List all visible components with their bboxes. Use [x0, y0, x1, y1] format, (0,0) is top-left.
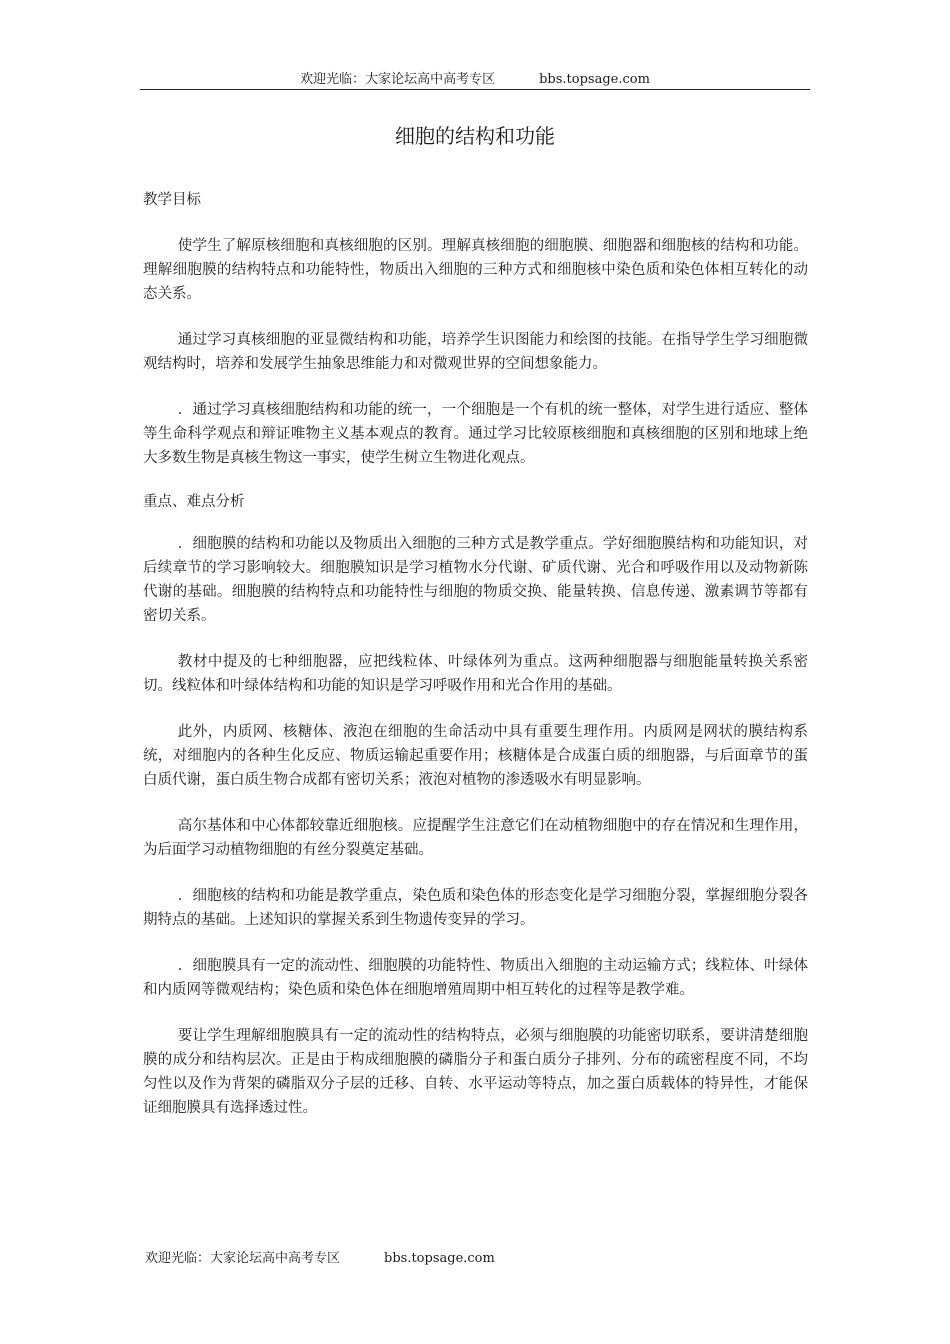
paragraph: 通过学习真核细胞的亚显微结构和功能，培养学生识图能力和绘图的技能。在指导学生学习细胞微观结构时，培养和发展学生抽象思维能力和对微观世界的空间想象能力。 — [143, 332, 808, 372]
footer-site-link[interactable]: bbs.topsage.com — [384, 1251, 495, 1266]
footer-welcome-text: 欢迎光临：大家论坛高中高考专区 — [145, 1251, 341, 1266]
paragraph: ．细胞膜的结构和功能以及物质出入细胞的三种方式是教学重点。学好细胞膜结构和功能知识，对后续章节的学习影响较大。细胞膜知识是学习植物水分代谢、矿质代谢、光合和呼吸作用以及动物新陈代谢的基础。细胞膜的结构特点和功能特性与细胞的物质交换、能量转换、信息传递、激素调节等都有密切关系。 — [143, 536, 808, 624]
paragraph: 此外，内质网、核糖体、液泡在细胞的生命活动中具有重要生理作用。内质网是网状的膜结构系统，对细胞内的各种生化反应、物质运输起重要作用；核糖体是合成蛋白质的细胞器，与后面章节的蛋白质代谢，蛋白质生物合成都有密切关系；液泡对植物的渗透吸水有明显影响。 — [143, 724, 808, 788]
paragraph: 使学生了解原核细胞和真核细胞的区别。理解真核细胞的细胞膜、细胞器和细胞核的结构和功能。理解细胞膜的结构特点和功能特性，物质出入细胞的三种方式和细胞核中染色质和染色体相互转化的动态关系。 — [143, 238, 808, 302]
document-body — [143, 190, 808, 1120]
paragraph: 教材中提及的七种细胞器，应把线粒体、叶绿体列为重点。这两种细胞器与细胞能量转换关系密切。线粒体和叶绿体结构和功能的知识是学习呼吸作用和光合作用的基础。 — [143, 654, 808, 694]
paragraph: ．细胞膜具有一定的流动性、细胞膜的功能特性、物质出入细胞的主动运输方式；线粒体、叶绿体和内质网等微观结构；染色质和染色体在细胞增殖周期中相互转化的过程等是教学难。 — [143, 958, 808, 998]
header-welcome-text: 欢迎光临：大家论坛高中高考专区 — [300, 72, 496, 87]
paragraph: ．通过学习真核细胞结构和功能的统一，一个细胞是一个有机的统一整体，对学生进行适应、整体等生命科学观点和辩证唯物主义基本观点的教育。通过学习比较原核细胞和真核细胞的区别和地球上绝大多数生物是真核生物这一事实，使学生树立生物进化观点。 — [143, 402, 808, 466]
header-site-link[interactable]: bbs.topsage.com — [539, 72, 650, 87]
paragraph: 要让学生理解细胞膜具有一定的流动性的结构特点，必须与细胞膜的功能密切联系，要讲清楚细胞膜的成分和结构层次。正是由于构成细胞膜的磷脂分子和蛋白质分子排列、分布的疏密程度不同，不均匀性以及作为背架的磷脂双分子层的迁移、自转、水平运动等特点，加之蛋白质载体的特异性，才能保证细胞膜具有选择透过性。 — [143, 1028, 808, 1116]
header-divider — [140, 89, 810, 90]
section-heading-analysis: 重点、难点分析 — [143, 494, 245, 510]
document-title: 细胞的结构和功能 — [395, 124, 555, 148]
page-footer — [145, 1249, 495, 1269]
paragraph: 高尔基体和中心体都较靠近细胞核。应提醒学生注意它们在动植物细胞中的存在情况和生理作用，为后面学习动植物细胞的有丝分裂奠定基础。 — [143, 818, 808, 858]
section-heading-goals: 教学目标 — [143, 192, 201, 208]
page-header — [140, 70, 810, 90]
paragraph: ．细胞核的结构和功能是教学重点，染色质和染色体的形态变化是学习细胞分裂，掌握细胞分裂各期特点的基础。上述知识的掌握关系到生物遗传变异的学习。 — [143, 888, 808, 928]
